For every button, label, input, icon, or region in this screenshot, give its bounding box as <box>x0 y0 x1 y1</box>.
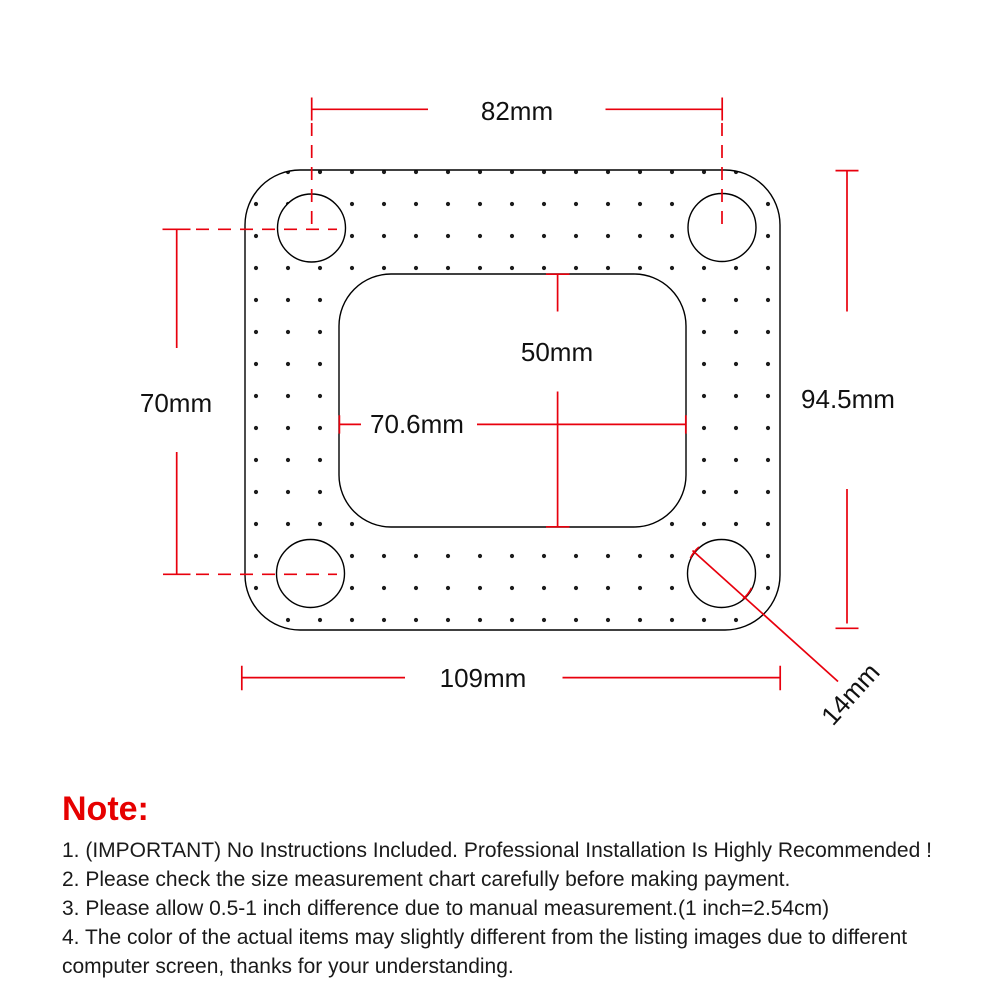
note-item-1: 1. (IMPORTANT) No Instructions Included. Professional Installation Is Highly Recommended ! <box>62 839 932 862</box>
dimension-bolt-hole-diameter-label: 14mm <box>814 657 886 731</box>
dimension-overall-height-label: 94.5mm <box>801 384 895 414</box>
gasket-dot-texture <box>245 170 780 630</box>
note-item-4: 4. The color of the actual items may slightly different from the listing images due to different computer screen, thanks for your understanding. <box>62 926 908 978</box>
dimension-port-height-label: 50mm <box>520 337 594 367</box>
dimension-port-height-lines <box>546 274 570 527</box>
dimension-bolt-spacing-width-label: 82mm <box>480 96 554 126</box>
exhaust-port-outline <box>339 274 686 527</box>
bolt-hole-top-left <box>278 194 346 262</box>
dimension-bolt-spacing-height-label: 70mm <box>139 388 213 418</box>
notes-section <box>62 791 967 981</box>
dimension-overall-width-label: 109mm <box>439 663 527 693</box>
note-item-3: 3. Please allow 0.5-1 inch difference due to manual measurement.(1 inch=2.54cm) <box>62 897 830 920</box>
dimension-port-width-label: 70.6mm <box>370 409 464 439</box>
notes-heading: Note: <box>62 790 149 828</box>
note-item-2: 2. Please check the size measurement chart carefully before making payment. <box>62 868 791 891</box>
bolt-hole-top-right <box>688 194 756 262</box>
